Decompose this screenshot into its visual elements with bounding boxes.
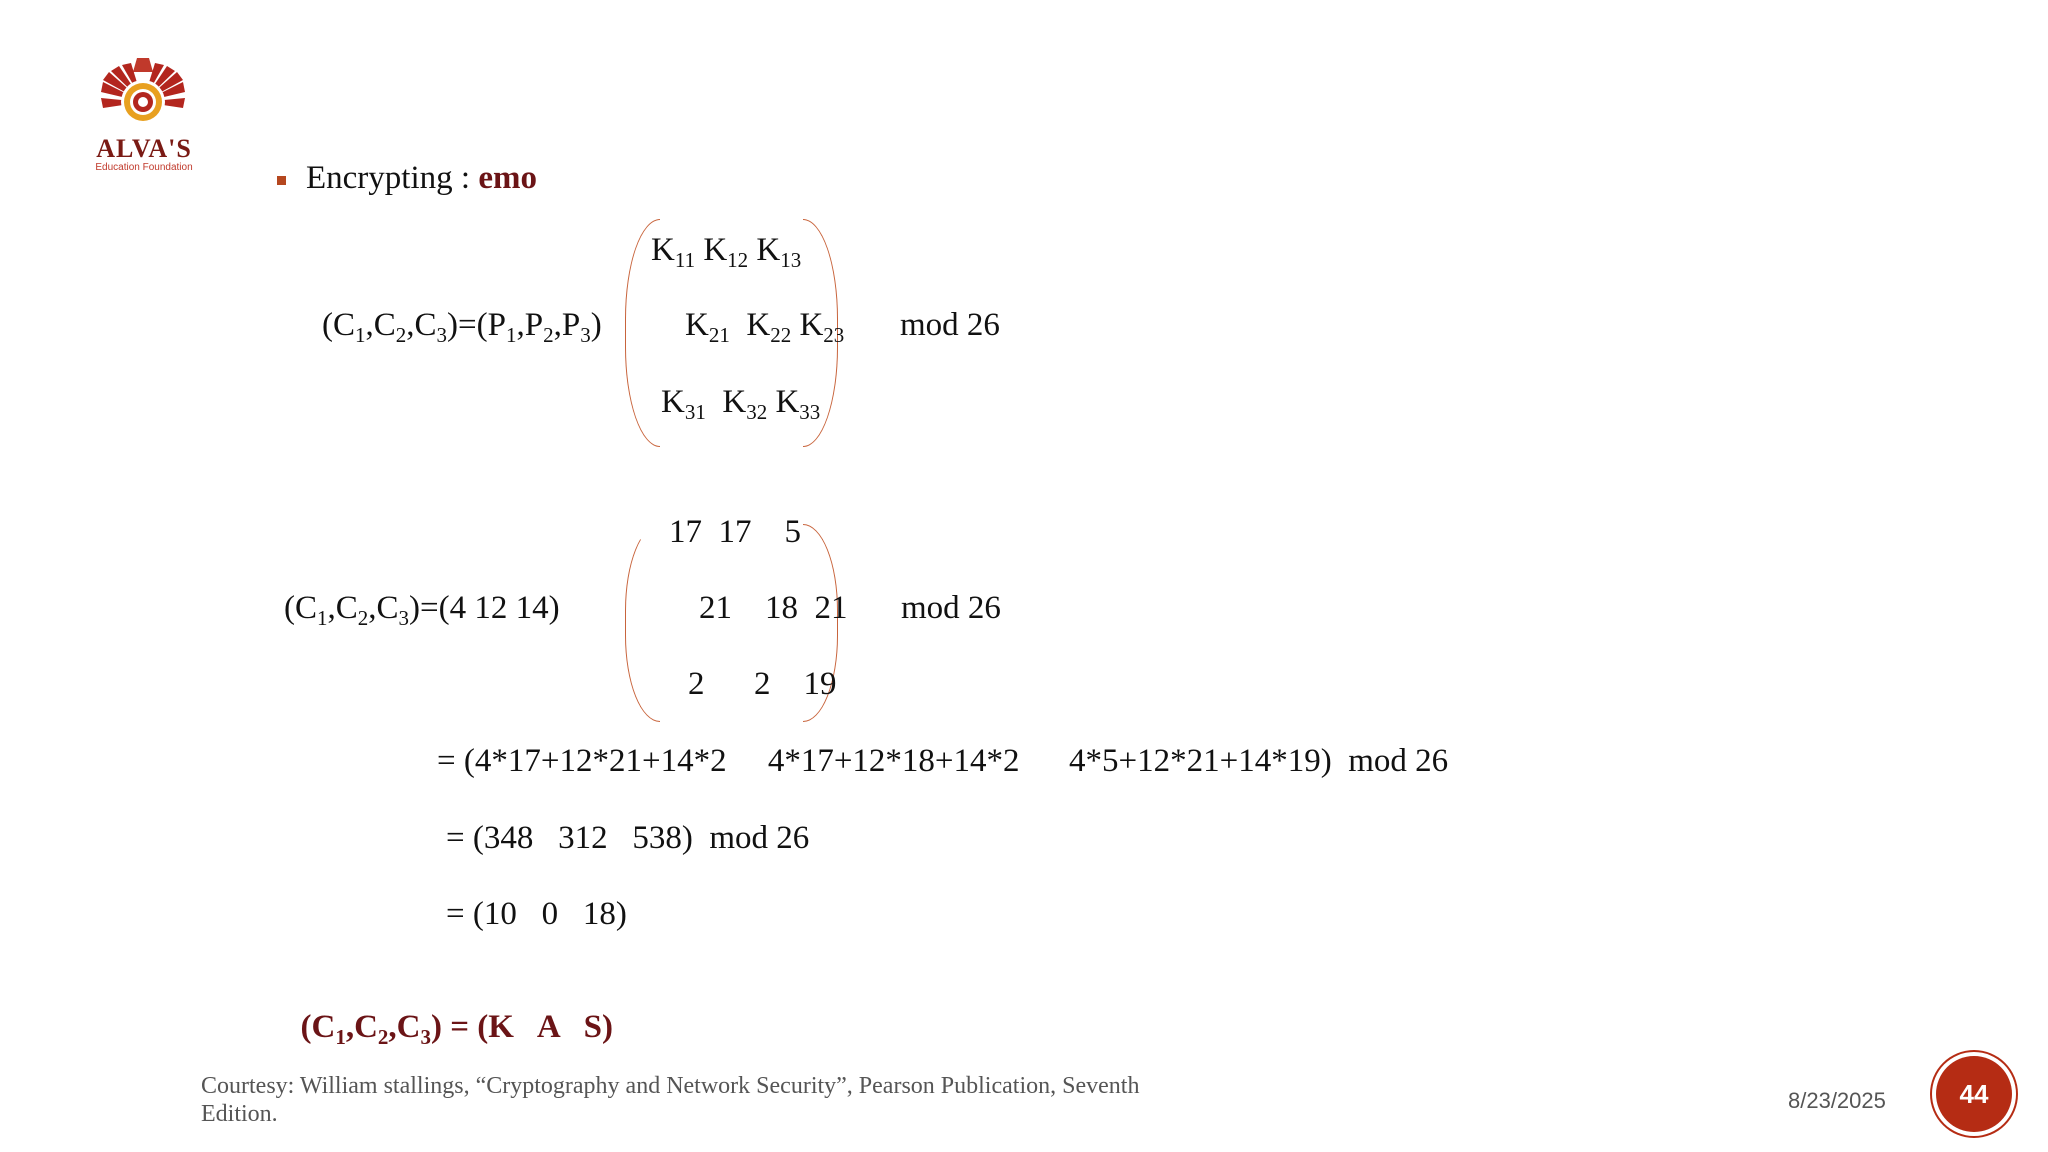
step-line-1: = (4*17+12*21+14*2 4*17+12*18+14*2 4*5+12*21+14*19) mod 26: [437, 743, 1449, 779]
bullet-square-icon: [277, 176, 286, 185]
bullet-heading: [306, 160, 537, 197]
eq1-lhs: $(C_1,C_2,C_3)=(P_1,P_2,P_3)$: [322, 307, 602, 347]
result-line: $(C_1,C_2,C_3) = (K$ A S): [300, 1009, 613, 1049]
slide-date: 8/23/2025: [1788, 1088, 1886, 1113]
eq2-row3: 2 2 19: [688, 666, 837, 702]
courtesy-note: Courtesy: William stallings, “Cryptography and Network Security”, Pearson Publication, Seventh Edition.: [201, 1073, 1140, 1127]
eq1-row2: $K_{21}$ $K_{22}$ $K_{23}$: [685, 307, 845, 347]
bullet-label: Encrypting :: [306, 160, 479, 196]
logo-name: ALVA'S: [96, 134, 192, 163]
eq2-lhs: $(C_1,C_2,C_3)=(4$ 12 14): [284, 590, 560, 630]
bullet-word: emo: [478, 160, 537, 196]
eq1-row1: $K_{11}$ $K_{12}$ $K_{13}$: [651, 232, 802, 272]
step-line-2: = (348 312 538) mod 26: [446, 820, 810, 856]
eq2-row1: 17 17 5: [669, 514, 801, 550]
logo-subtitle: Education Foundation: [95, 162, 193, 173]
logo: [70, 50, 220, 175]
step-line-3: = (10 0 18): [446, 896, 627, 932]
eq1-mod: mod 26: [900, 307, 1000, 343]
eq2-mod: mod 26: [901, 590, 1001, 626]
eq2-row2: 21 18 21: [699, 590, 848, 626]
logo-emblem-icon: [70, 50, 220, 140]
eq2-left-bracket: [625, 524, 660, 722]
slide-number-badge: 44: [1936, 1056, 2012, 1132]
eq1-row3: $K_{31}$ $K_{32}$ $K_{33}$: [661, 384, 821, 424]
